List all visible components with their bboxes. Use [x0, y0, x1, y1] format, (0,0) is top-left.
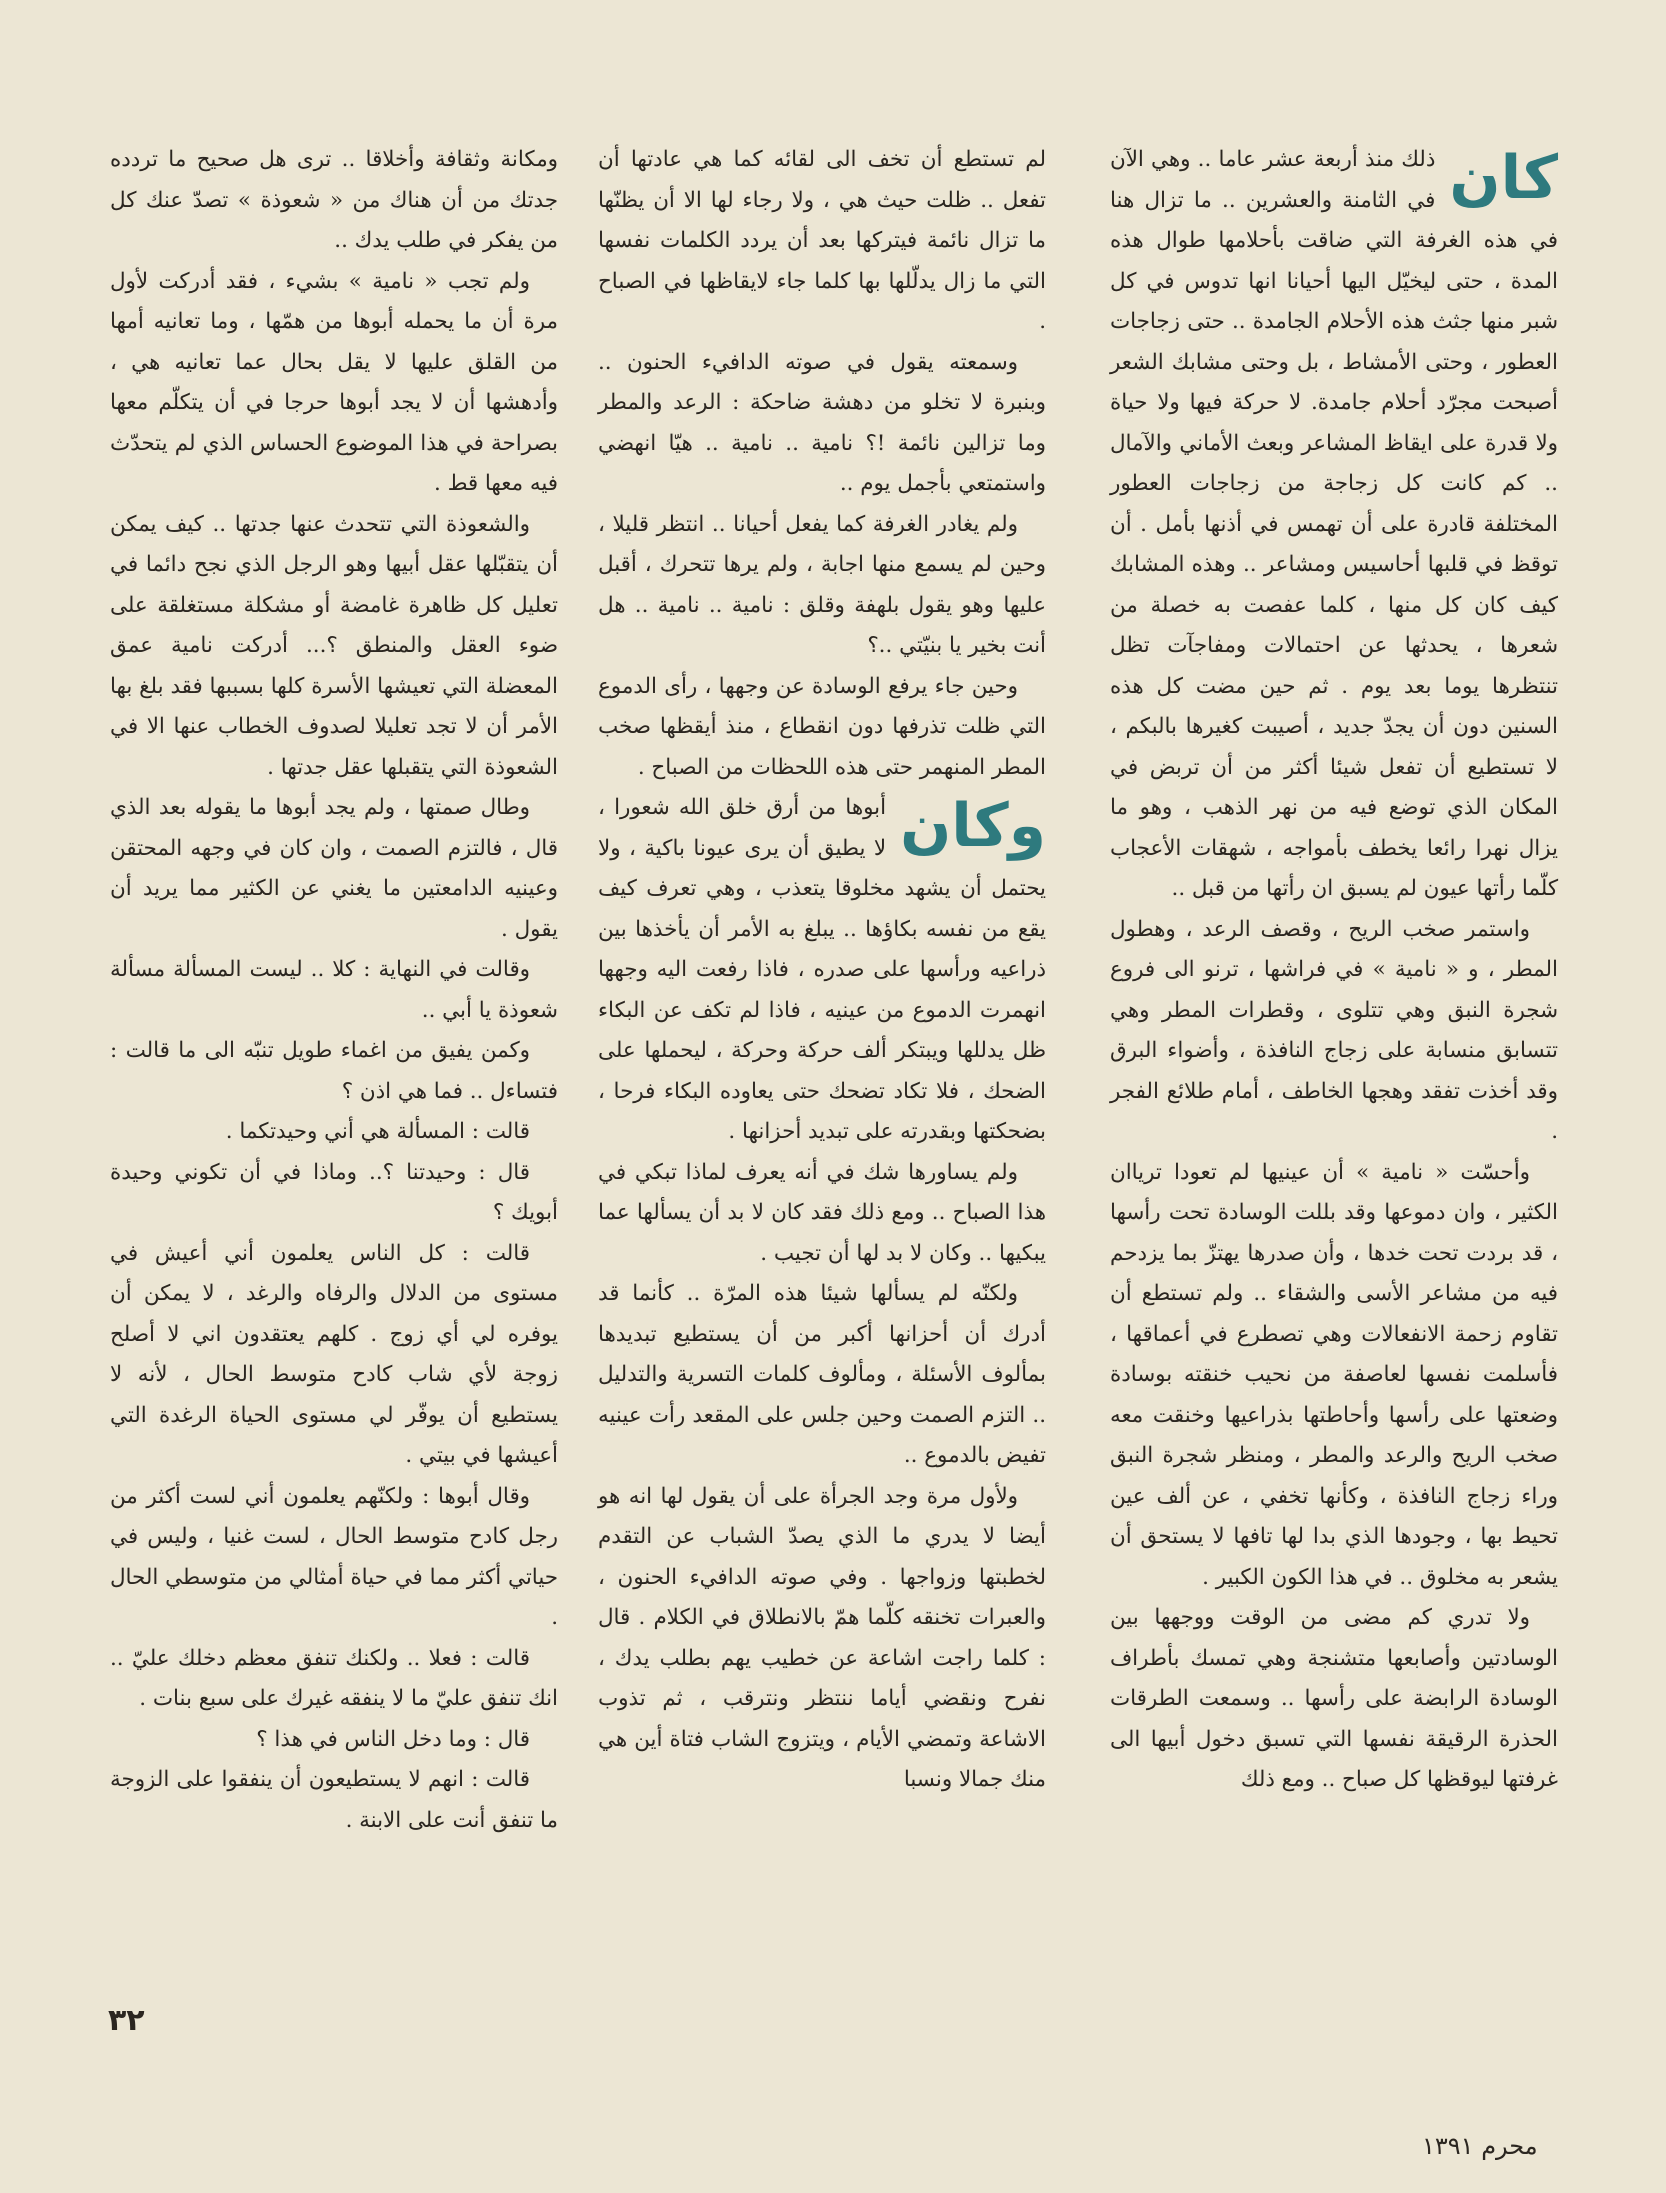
paragraph-text: أبوها من أرق خلق الله شعورا ، لا يطيق أن يرى عيونا باكية ، ولا يحتمل أن يشهد مخلوقا يتعذب ، وهي تعرف كيف يقع من نفسه بكاؤها .. يبلغ به الأمر أن يأخذها بين ذراعيه ورأسها على صدره ، فاذا رفعت اليه وجهها انهمرت الدموع من عينيه ، فاذا لم تكف عن البكاء ظل يدللها ويبتكر ألف حركة وحركة ، ليحملها على الضحك ، فلا تكاد تضحك حتى يعاوده البكاء فرحا ، بضحكتها وبقدرته على تبديد أحزانها . — [598, 795, 1046, 1144]
paragraph: ولم تجب « نامية » بشيء ، فقد أدركت لأول مرة أن ما يحمله أبوها من همّها ، وما تعانيه أمها من القلق عليها لا يقل بحال عما تعانيه هي ، وأدهشها أن لا يجد أبوها حرجا في أن يتكلّم معها بصراحة في هذا الموضوع الحساس الذي لم يتحدّث فيه معها قط . — [110, 268, 558, 496]
paragraph: وحين جاء يرفع الوسادة عن وجهها ، رأى الدموع التي ظلت تذرفها دون انقطاع ، منذ أيقظها صخب المطر المنهمر حتى هذه اللحظات من الصباح . — [598, 673, 1046, 780]
paragraph: قال : وما دخل الناس في هذا ؟ — [256, 1726, 530, 1752]
paragraph: ولكنّه لم يسألها شيئا هذه المرّة .. كأنما قد أدرك أن أحزانها أكبر من أن يستطيع تبديدها بمألوف الأسئلة ، ومألوف كلمات التسرية والتدليل .. التزم الصمت وحين جلس على المقعد رأت عينيه تفيض بالدموع .. — [598, 1281, 1046, 1468]
paragraph — [598, 788, 1046, 1153]
paragraph: ولأول مرة وجد الجرأة على أن يقول لها انه هو أيضا لا يدري ما الذي يصدّ الشباب عن التقدم لخطبتها وزواجها . وفي صوته الدافيء الحنون ، والعبرات تخنقه كلّما همّ بالانطلاق في الكلام . قال : كلما راجت اشاعة عن خطيب يهم بطلب يدك ، نفرح ونقضي أياما ننتظر ونترقب ، ثم تذوب الاشاعة وتمضي الأيام ، ويتزوج الشاب فتاة أين هي منك جمالا ونسبا — [598, 1483, 1046, 1792]
paragraph: وقال أبوها : ولكنّهم يعلمون أني لست أكثر من رجل كادح متوسط الحال ، لست غنيا ، وليس في حياتي أكثر مما في حياة أمثالي من متوسطي الحال . — [110, 1483, 558, 1630]
dropcap: وكان — [900, 791, 1046, 861]
dropcap: كان — [1449, 143, 1558, 213]
paragraph: قالت : انهم لا يستطيعون أن ينفقوا على الزوجة ما تنفق أنت على الابنة . — [110, 1767, 558, 1833]
paragraph: وكمن يفيق من اغماء طويل تنبّه الى ما قالت : فتساءل .. فما هي اذن ؟ — [110, 1038, 558, 1104]
text-column-right — [1110, 140, 1558, 1801]
paragraph: قالت : كل الناس يعلمون أني أعيش في مستوى من الدلال والرفاه والرغد ، لا يمكن أن يوفره لي أي زوج . كلهم يعتقدون اني لا أصلح زوجة لأي شاب كادح متوسط الحال ، لأنه لا يستطيع أن يوفّر لي مستوى الحياة الرغدة التي أعيشها في بيتي . — [110, 1240, 558, 1468]
text-column-left — [110, 140, 558, 1841]
paragraph: ولا تدري كم مضى من الوقت ووجهها بين الوسادتين وأصابعها متشنجة وهي تمسك بأطراف الوسادة الرابضة على رأسها .. وسمعت الطرقات الحذرة الرقيقة نفسها التي تسبق دخول أبيها الى غرفتها ليوقظها كل صباح .. ومع ذلك — [1110, 1605, 1558, 1792]
paragraph-text: ذلك منذ أربعة عشر عاما .. وهي الآن في الثامنة والعشرين .. ما تزال هنا في هذه الغرفة التي ضاقت بأحلامها طوال هذه المدة ، حتى ليخيّل اليها أحيانا انها تدوس في كل شبر منها جثث هذه الأحلام الجامدة .. حتى زجاجات العطور ، وحتى الأمشاط ، بل وحتى مشابك الشعر أصبحت مجرّد أحلام جامدة. لا حركة فيها ولا حياة ولا قدرة على ايقاظ المشاعر وبعث الأماني والآمال .. كم كانت كل زجاجة من زجاجات العطور المختلفة قادرة على أن تهمس في أذنها بأمل . أن توقظ في قلبها أحاسيس ومشاعر .. وهذه المشابك كيف كان كل منها ، كلما عفصت به خصلة من شعرها ، يحدثها عن احتمالات ومفاجآت تظل تنتظرها يوما بعد يوم . ثم حين مضت كل هذه السنين دون أن يجدّ جديد ، أصيبت كغيرها بالبكم ، لا تستطيع أن تفعل شيئا أكثر من أن تربض في المكان الذي توضع فيه من نهر الذهب ، وهو ما يزال نهرا رائعا يخطف بأمواجه ، شهقات الأعجاب كلّما رأتها عيون لم يسبق ان رأتها من قبل .. — [1110, 147, 1558, 901]
paragraph: وأحسّت « نامية » أن عينيها لم تعودا ترياان الكثير ، وان دموعها وقد بللت الوسادة تحت رأسها ، قد بردت تحت خدها ، وأن صدرها يهتزّ بما يزدحم فيه من مشاعر الأسى والشقاء .. ولم تستطع أن تقاوم زحمة الانفعالات وهي تصطرع في أعماقها ، فأسلمت نفسها لعاصفة من نحيب خنقته بوسادة وضعتها على رأسها وأحاطتها بذراعيها وخنقت معه صخب الريح والرعد والمطر ، ومنظر شجرة النبق وراء زجاج النافذة ، وكأنها تخفي ، عن ألف عين تحيط بها ، وجودها الذي بدا لها تافها لا يستحق أن يشعر به مخلوق .. في هذا الكون الكبير . — [1110, 1159, 1558, 1590]
text-column-middle — [598, 140, 1046, 1801]
paragraph: وسمعته يقول في صوته الدافيء الحنون .. وبنبرة لا تخلو من دهشة ضاحكة : الرعد والمطر وما تزالين نائمة !؟ نامية .. نامية .. هيّا انهضي واستمتعي بأجمل يوم .. — [598, 349, 1046, 496]
paragraph: لم تستطع أن تخف الى لقائه كما هي عادتها أن تفعل .. ظلت حيث هي ، ولا رجاء لها الا أن يظنّها ما تزال نائمة فيتركها بعد أن يردد الكلمات نفسها التي ما زال يدلّلها بها كلما جاء لايقاظها في الصباح . — [598, 147, 1046, 334]
issue-date: محرم ١٣٩١ — [1422, 2132, 1538, 2160]
paragraph: وطال صمتها ، ولم يجد أبوها ما يقوله بعد الذي قال ، فالتزم الصمت ، وان كان في وجهه المحتقن وعينيه الدامعتين ما يغني عن الكثير مما يريد أن يقول . — [110, 795, 558, 942]
paragraph — [1110, 140, 1558, 910]
paragraph: ولم يغادر الغرفة كما يفعل أحيانا .. انتظر قليلا ، وحين لم يسمع منها اجابة ، ولم يرها تتحرك ، أقبل عليها وهو يقول بلهفة وقلق : نامية .. نامية .. هل أنت بخير يا بنيّتي ..؟ — [598, 511, 1046, 658]
paragraph: والشعوذة التي تتحدث عنها جدتها .. كيف يمكن أن يتقبّلها عقل أبيها وهو الرجل الذي نجح دائما في تعليل كل ظاهرة غامضة أو مشكلة مستغلقة على ضوء العقل والمنطق ؟... أدركت نامية عمق المعضلة التي تعيشها الأسرة كلها بسببها فقد بلغ بها الأمر أن لا تجد تعليلا لصدوف الخطاب عنها الا في الشعوذة التي يتقبلها عقل جدتها . — [110, 511, 558, 780]
paragraph: قالت : المسألة هي أني وحيدتكما . — [225, 1119, 530, 1144]
page-number: ٣٢ — [108, 2003, 145, 2038]
paragraph: قال : وحيدتنا ؟.. وماذا في أن تكوني وحيدة أبويك ؟ — [110, 1159, 558, 1225]
paragraph: ولم يساورها شك في أنه يعرف لماذا تبكي في هذا الصباح .. ومع ذلك فقد كان لا بد أن يسألها عما يبكيها .. وكان لا بد لها أن تجيب . — [598, 1159, 1046, 1266]
paragraph: واستمر صخب الريح ، وقصف الرعد ، وهطول المطر ، و « نامية » في فراشها ، ترنو الى فروع شجرة النبق وهي تتلوى ، وقطرات المطر وهي تتسابق منسابة على زجاج النافذة ، وأضواء البرق وقد أخذت تفقد وهجها الخاطف ، أمام طلائع الفجر . — [1110, 916, 1558, 1144]
paragraph: قالت : فعلا .. ولكنك تنفق معظم دخلك عليّ .. انك تنفق عليّ ما لا ينفقه غيرك على سبع بنات . — [110, 1645, 558, 1711]
paragraph: وقالت في النهاية : كلا .. ليست المسألة مسألة شعوذة يا أبي .. — [110, 957, 558, 1023]
paragraph: ومكانة وثقافة وأخلاقا .. ترى هل صحيح ما تردده جدتك من أن هناك من « شعوذة » تصدّ عنك كل من يفكر في طلب يدك .. — [110, 147, 558, 253]
